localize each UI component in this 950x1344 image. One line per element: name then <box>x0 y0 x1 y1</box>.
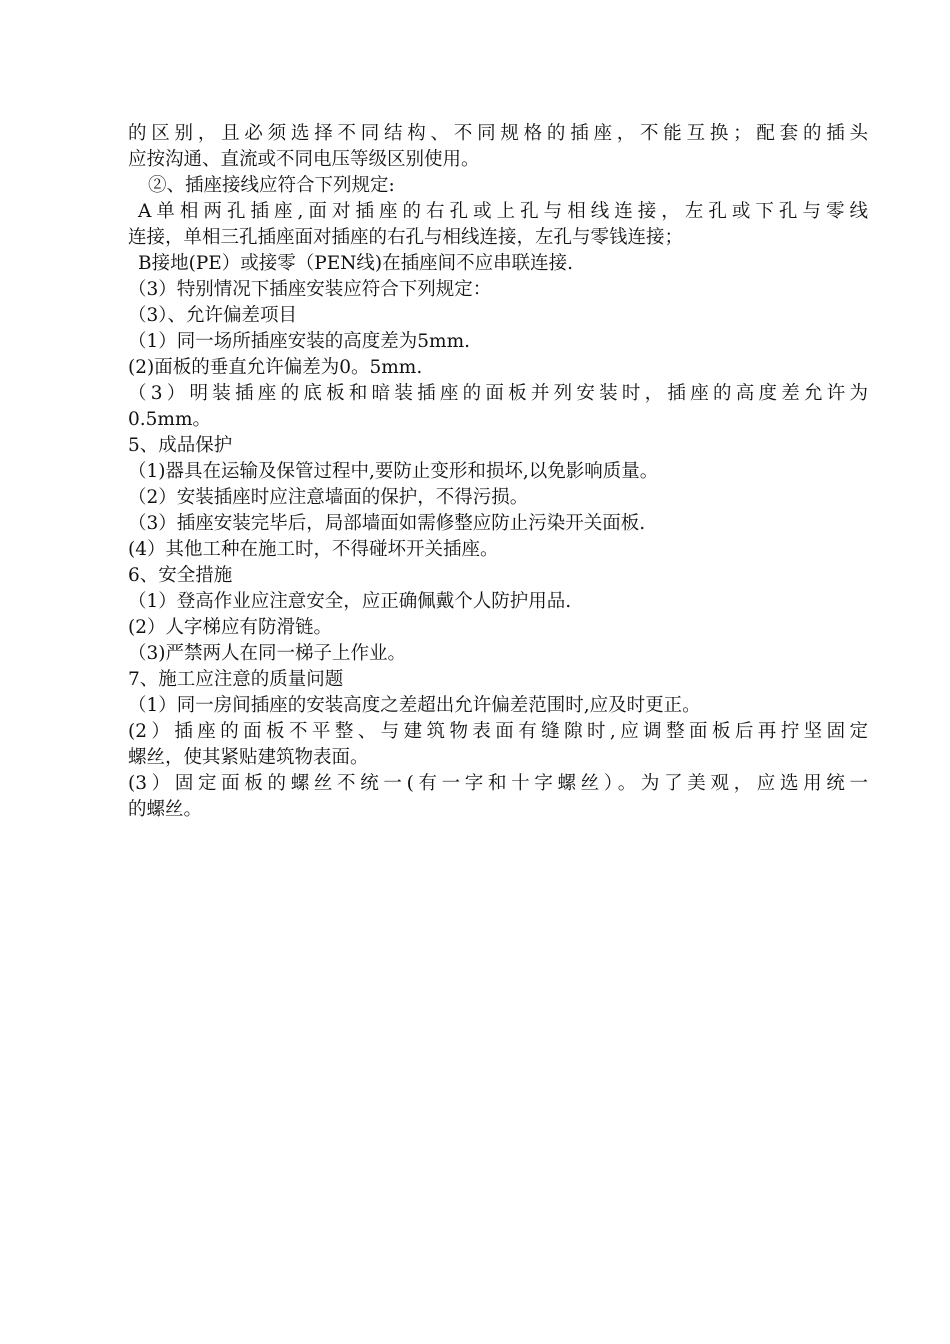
text-line: （1）同一场所插座安装的高度差为5mm. <box>128 331 471 352</box>
text-line: 连接，单相三孔插座面对插座的右孔与相线连接，左孔与零钱连接； <box>128 227 684 248</box>
text-line: 的螺丝。 <box>128 799 203 820</box>
section-heading: 5、成品保护 <box>128 435 233 456</box>
text-line: ②、插座接线应符合下列规定: <box>148 175 395 196</box>
text-line: (2）人字梯应有防滑链。 <box>128 617 332 638</box>
text-line: （3）特别情况下插座安装应符合下列规定： <box>128 279 492 300</box>
text-line: （2）安装插座时应注意墙面的保护，不得污损。 <box>128 487 529 508</box>
text-line: 应按沟通、直流或不同电压等级区别使用。 <box>128 149 480 170</box>
text-line: (2）插座的面板不平整、与建筑物表面有缝隙时,应调整面板后再拧坚固定 <box>128 721 868 742</box>
text-line: 的区别，且必须选择不同结构、不同规格的插座，不能互换；配套的插头 <box>128 123 868 144</box>
text-line: (3）固定面板的螺丝不统一(有一字和十字螺丝）。为了美观，应选用统一 <box>128 773 868 794</box>
text-line: 0.5mm。 <box>128 409 212 430</box>
section-heading: 6、安全措施 <box>128 565 233 586</box>
text-line: 螺丝，使其紧贴建筑物表面。 <box>128 747 369 768</box>
text-line: （1）登高作业应注意安全，应正确佩戴个人防护用品. <box>128 591 572 612</box>
text-line: (4）其他工种在施工时，不得碰坏开关插座。 <box>128 539 499 560</box>
document-body <box>128 121 868 823</box>
text-line: （3)严禁两人在同一梯子上作业。 <box>128 643 406 664</box>
text-line: （3）、允许偏差项目 <box>128 305 298 326</box>
text-line: （3）明装插座的底板和暗装插座的面板并列安装时，插座的高度差允许为 <box>128 383 868 404</box>
section-heading: 7、施工应注意的质量问题 <box>128 669 344 690</box>
text-line: B接地(PE）或接零（PEN线)在插座间不应串联连接. <box>138 253 574 274</box>
text-line: （1)器具在运输及保管过程中,要防止变形和损坏,以免影响质量。 <box>128 461 659 482</box>
text-line: （1）同一房间插座的安装高度之差超出允许偏差范围时,应及时更正。 <box>128 695 701 716</box>
text-line: A单相两孔插座,面对插座的右孔或上孔与相线连接，左孔或下孔与零线 <box>138 201 868 222</box>
text-line: （3）插座安装完毕后，局部墙面如需修整应防止污染开关面板. <box>128 513 646 534</box>
text-line: (2)面板的垂直允许偏差为0。5mm. <box>128 357 423 378</box>
